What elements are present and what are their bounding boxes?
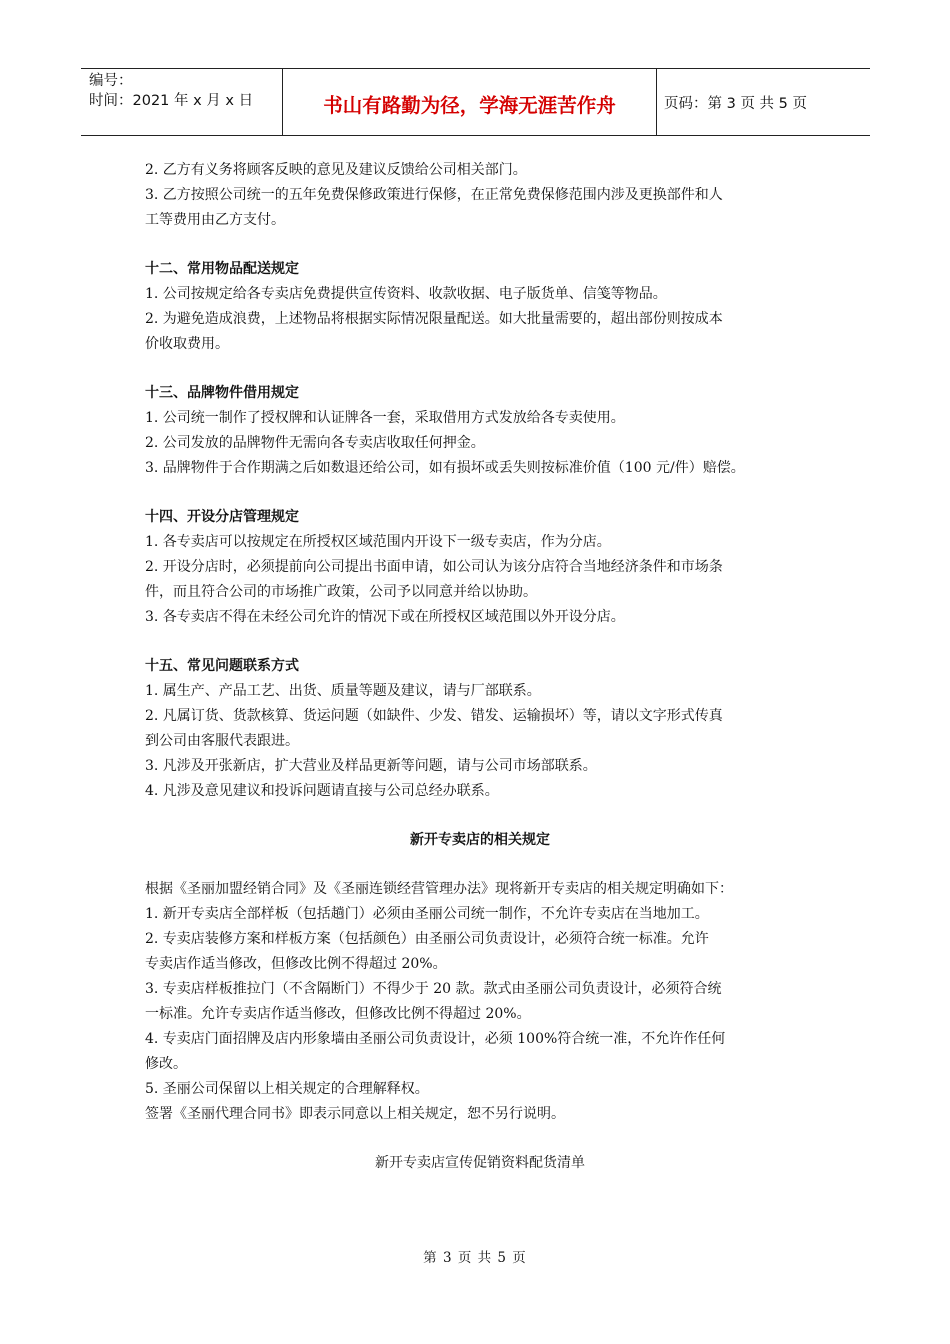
new-store-title: 新开专卖店的相关规定: [410, 832, 550, 848]
body-line: 3. 各专卖店不得在未经公司允许的情况下或在所授权区域范围以外开设分店。: [145, 609, 625, 625]
section-heading: 十三、品牌物件借用规定: [145, 385, 299, 401]
body-line: 价收取费用。: [145, 336, 229, 352]
body-line: 2. 凡属订货、货款核算、货运问题（如缺件、少发、错发、运输损坏）等，请以文字形式传真: [145, 708, 723, 724]
body-line: 1. 公司按规定给各专卖店免费提供宣传资料、收款收据、电子版货单、信笺等物品。: [145, 286, 667, 302]
header-motto: 书山有路勤为径，学海无涯苦作舟: [283, 69, 657, 135]
section-heading: 十五、常见问题联系方式: [145, 658, 299, 674]
body-line: 2. 公司发放的品牌物件无需向各专卖店收取任何押金。: [145, 435, 485, 451]
body-line: 签署《圣丽代理合同书》即表示同意以上相关规定，恕不另行说明。: [145, 1106, 565, 1122]
body-line: 工等费用由乙方支付。: [145, 212, 285, 228]
body-line: 件，而且符合公司的市场推广政策，公司予以同意并给以协助。: [145, 584, 537, 600]
header-meta: [81, 69, 283, 135]
body-line: 一标准。允许专卖店作适当修改，但修改比例不得超过 20%。: [145, 1006, 531, 1022]
list-title: 新开专卖店宣传促销资料配货清单: [375, 1155, 585, 1171]
body-line: 4. 凡涉及意见建议和投诉问题请直接与公司总经办联系。: [145, 783, 499, 799]
body-line: 根据《圣丽加盟经销合同》及《圣丽连锁经营管理办法》现将新开专卖店的相关规定明确如下：: [145, 881, 733, 897]
body-line: 3. 专卖店样板推拉门（不含隔断门）不得少于 20 款。款式由圣丽公司负责设计，必须符合统: [145, 981, 722, 997]
page-header: [81, 68, 870, 136]
body-line: 4. 专卖店门面招牌及店内形象墙由圣丽公司负责设计，必须 100%符合统一准，不允许作任何: [145, 1031, 726, 1047]
document-time-label: 时间：2021 年 x 月 x 日: [89, 93, 254, 109]
document-body: [145, 158, 815, 1176]
section-heading: 十四、开设分店管理规定: [145, 509, 299, 525]
body-line: 2. 为避免造成浪费，上述物品将根据实际情况限量配送。如大批量需要的，超出部份则按成本: [145, 311, 723, 327]
body-line: 专卖店作适当修改，但修改比例不得超过 20%。: [145, 956, 447, 972]
body-line: 2. 开设分店时，必须提前向公司提出书面申请，如公司认为该分店符合当地经济条件和市场条: [145, 559, 723, 575]
body-line: 1. 属生产、产品工艺、出货、质量等题及建议，请与厂部联系。: [145, 683, 541, 699]
body-line: 5. 圣丽公司保留以上相关规定的合理解释权。: [145, 1081, 429, 1097]
page-footer: 第 3 页 共 5 页: [423, 1250, 527, 1266]
body-line: 修改。: [145, 1056, 187, 1072]
body-line: 3. 乙方按照公司统一的五年免费保修政策进行保修，在正常免费保修范围内涉及更换部件和人: [145, 187, 723, 203]
body-line: 2. 专卖店装修方案和样板方案（包括颜色）由圣丽公司负责设计，必须符合统一标准。允许: [145, 931, 709, 947]
body-line: 3. 品牌物件于合作期满之后如数退还给公司，如有损坏或丢失则按标准价值（100 元/件）赔偿。: [145, 460, 745, 476]
body-line: 3. 凡涉及开张新店，扩大营业及样品更新等问题，请与公司市场部联系。: [145, 758, 597, 774]
body-line: 1. 新开专卖店全部样板（包括趟门）必须由圣丽公司统一制作，不允许专卖店在当地加工。: [145, 906, 709, 922]
body-line: 到公司由客服代表跟进。: [145, 733, 299, 749]
header-page-number: 页码：第 3 页 共 5 页: [664, 95, 807, 112]
document-number-label: 编号：: [89, 73, 133, 89]
body-line: 2. 乙方有义务将顾客反映的意见及建议反馈给公司相关部门。: [145, 162, 527, 178]
body-line: 1. 公司统一制作了授权牌和认证牌各一套，采取借用方式发放给各专卖使用。: [145, 410, 625, 426]
body-line: 1. 各专卖店可以按规定在所授权区域范围内开设下一级专卖店，作为分店。: [145, 534, 611, 550]
section-heading: 十二、常用物品配送规定: [145, 261, 299, 277]
